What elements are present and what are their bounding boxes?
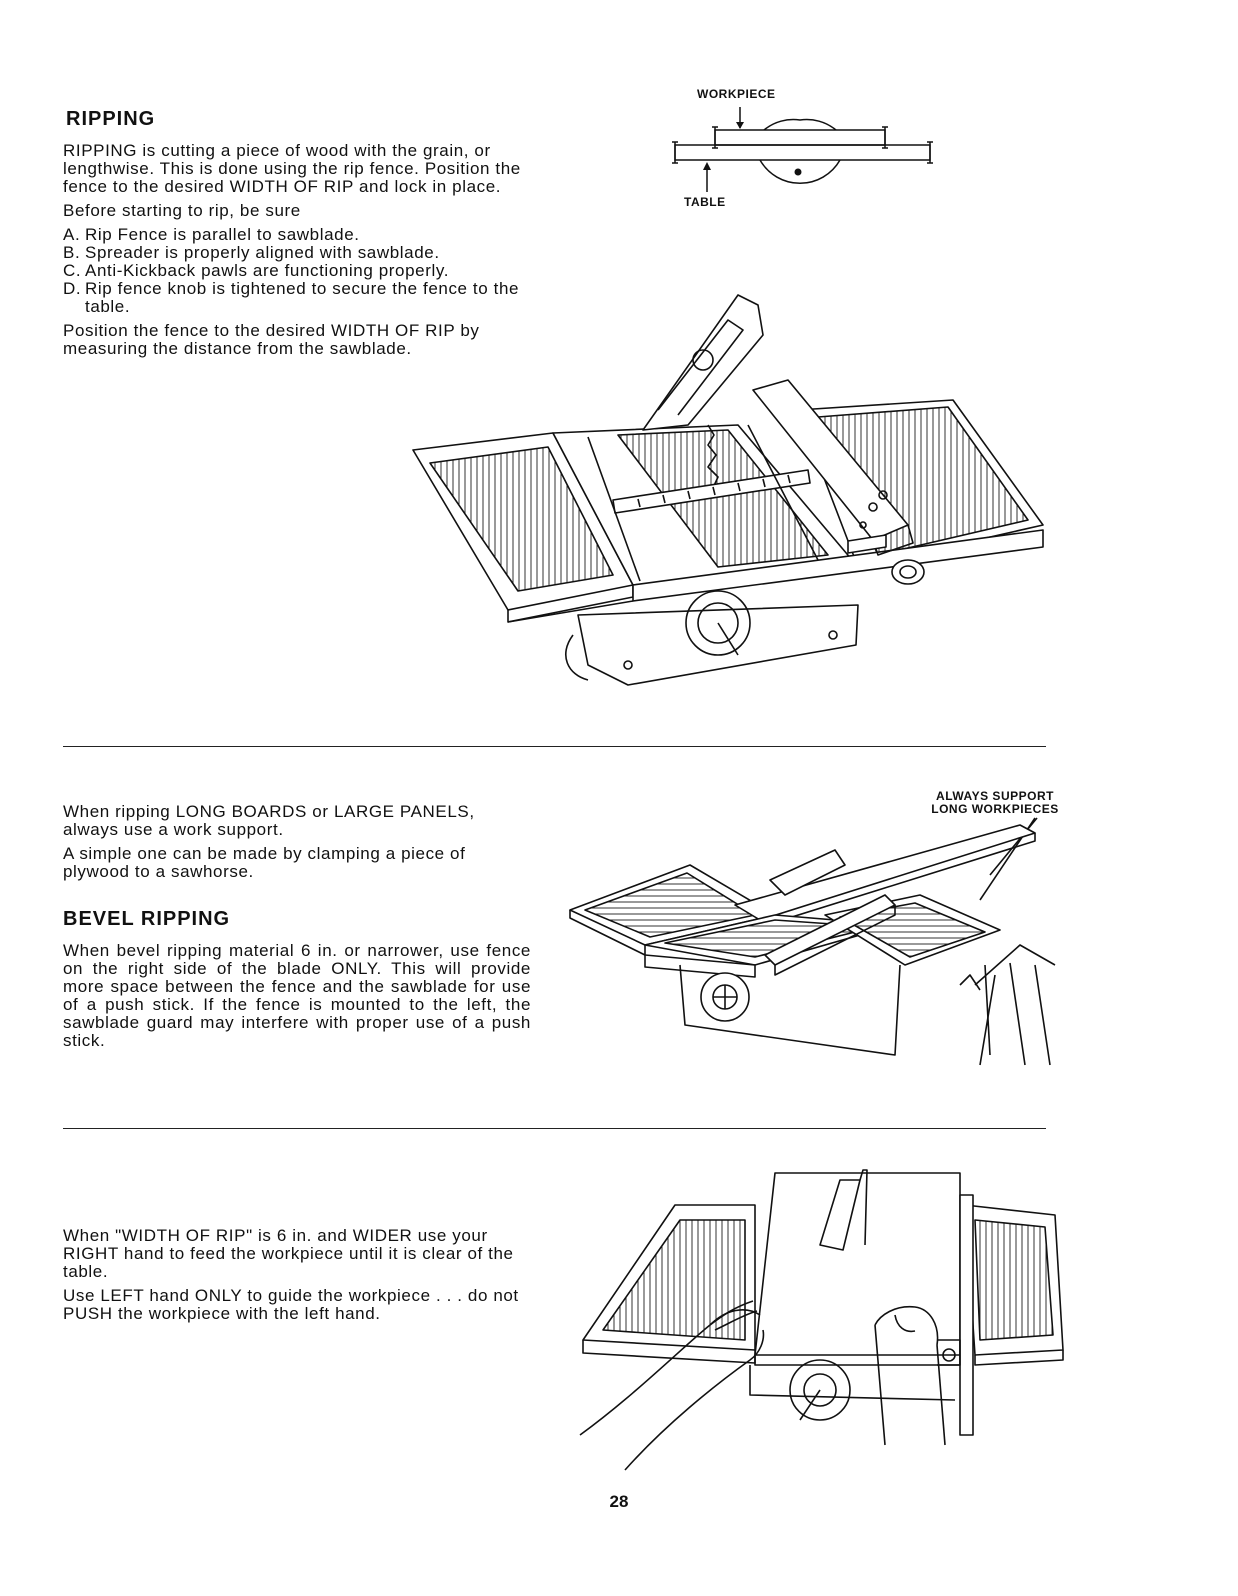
checklist-item: D. Rip fence knob is tightened to secure the fence to the table.: [63, 279, 520, 316]
left-hand-guide-text: Use LEFT hand ONLY to guide the workpiece . . . do not PUSH the workpiece with the left hand.: [63, 1286, 519, 1323]
workpiece-label: WORKPIECE: [697, 87, 776, 101]
table-label: TABLE: [684, 195, 726, 209]
table-saw-rip-fence-illustration: [408, 285, 1048, 690]
ripping-intro: RIPPING is cutting a piece of wood with the grain, or lengthwise. This is done using the rip fence. Position the fence to the desired WIDTH OF RIP and lock in place.: [63, 141, 521, 196]
right-hand-feed-text: When "WIDTH OF RIP" is 6 in. and WIDER use your RIGHT hand to feed the workpiece until it is clear of the table.: [63, 1226, 514, 1281]
bevel-ripping-heading: BEVEL RIPPING: [63, 908, 231, 930]
long-boards-text: When ripping LONG BOARDS or LARGE PANELS, always use a work support.: [63, 802, 475, 839]
work-support-text: A simple one can be made by clamping a piece of plywood to a sawhorse.: [63, 844, 466, 881]
long-workpiece-support-illustration: [565, 815, 1055, 1070]
before-starting-text: Before starting to rip, be sure: [63, 201, 301, 220]
position-fence-text: Position the fence to the desired WIDTH OF RIP by measuring the distance from the sawblade.: [63, 321, 480, 358]
divider-1: [63, 746, 1046, 747]
ripping-heading: RIPPING: [66, 108, 156, 130]
bevel-ripping-text: When bevel ripping material 6 in. or narrower, use fence on the right side of the blade ONLY. This will provide more space between the fence and the sawblade for use of a push stick. If the fence is mounted to the left, the sawblade guard may interfere with proper use of a push stick.: [63, 941, 531, 1050]
workpiece-table-diagram: [670, 100, 940, 225]
page-number: 28: [609, 1492, 629, 1511]
width-of-rip-text-block: [63, 1227, 533, 1329]
divider-2: [63, 1128, 1046, 1129]
checklist-item: C. Anti-Kickback pawls are functioning properly.: [63, 261, 450, 280]
checklist-item: A. Rip Fence is parallel to sawblade.: [63, 225, 360, 244]
checklist-item: B. Spreader is properly aligned with sawblade.: [63, 243, 440, 262]
hands-feeding-workpiece-illustration: [575, 1165, 1075, 1475]
support-callout: ALWAYS SUPPORT LONG WORKPIECES: [931, 789, 1059, 816]
long-boards-text-block: [63, 803, 533, 887]
